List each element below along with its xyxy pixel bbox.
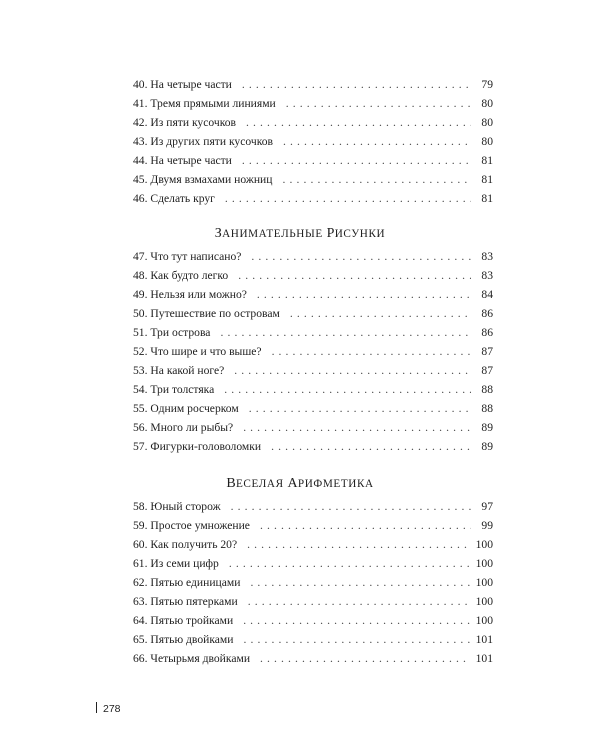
leader-dots [250,573,469,592]
toc-entry[interactable]: 50. Путешествие по островам . . . 86 [133,304,493,323]
page-ref: 101 [475,633,493,646]
toc-section-1 [133,75,493,208]
page-ref: 89 [481,421,493,434]
toc-section-3 [133,497,493,668]
leader-dots [238,266,471,285]
toc-entry[interactable]: 52. Что шире и что выше? . . . 87 [133,342,493,361]
leader-dots [257,285,471,304]
toc-entry[interactable]: 49. Нельзя или можно? . . . 84 [133,285,493,304]
toc-entry[interactable]: 40. На четыре части . . . 79 [133,75,493,94]
page-ref: 86 [481,326,493,339]
leader-dots [271,437,471,456]
page-ref: 80 [481,116,493,129]
page-ref: 80 [481,135,493,148]
leader-dots [234,361,471,380]
leader-dots [247,535,469,554]
page-ref: 88 [481,402,493,415]
leader-dots [286,94,471,113]
toc-entry[interactable]: 51. Три острова . . . 86 [133,323,493,342]
toc-entry[interactable]: 46. Сделать круг . . . 81 [133,189,493,208]
leader-dots [224,380,471,399]
page-ref: 100 [475,595,493,608]
page-ref: 79 [481,78,493,91]
toc-entry[interactable]: 58. Юный сторож . . . 97 [133,497,493,516]
toc-entry[interactable]: 60. Как получить 20? . . . 100 [133,535,493,554]
page-ref: 86 [481,307,493,320]
section-heading-fun-drawings: ЗАНИМАТЕЛЬНЫЕ РИСУНКИ [214,226,386,241]
section-heading-fun-arithmetic: ВЕСЕЛАЯ АРИФМЕТИКА [226,476,374,491]
leader-dots [242,151,471,170]
page-ref: 99 [481,519,493,532]
leader-dots [243,418,471,437]
leader-dots [290,304,471,323]
leader-dots [249,399,471,418]
leader-dots [283,132,471,151]
toc-entry[interactable]: 62. Пятью единицами . . . 100 [133,573,493,592]
toc-entry[interactable]: 64. Пятью тройками . . . 100 [133,611,493,630]
toc-entry[interactable]: 43. Из других пяти кусочков . . . 80 [133,132,493,151]
leader-dots [225,189,471,208]
leader-dots [282,170,471,189]
toc-entry[interactable]: 56. Много ли рыбы? . . . 89 [133,418,493,437]
leader-dots [246,113,471,132]
page-ref: 89 [481,440,493,453]
toc-entry[interactable]: 54. Три толстяка . . . 88 [133,380,493,399]
page-ref: 84 [481,288,493,301]
leader-dots [272,342,471,361]
leader-dots [220,323,471,342]
toc-entry[interactable]: 47. Что тут написано? . . . 83 [133,247,493,266]
page-ref: 97 [481,500,493,513]
toc-entry[interactable]: 66. Четырьмя двойками . . . 101 [133,649,493,668]
page-ref: 101 [475,652,493,665]
leader-dots [260,649,470,668]
leader-dots [260,516,471,535]
page-ref: 81 [481,173,493,186]
toc-entry[interactable]: 42. Из пяти кусочков . . . 80 [133,113,493,132]
leader-dots [242,75,471,94]
toc-entry[interactable]: 53. На какой ноге? . . . 87 [133,361,493,380]
page-ref: 80 [481,97,493,110]
toc-entry[interactable]: 65. Пятью двойками . . . 101 [133,630,493,649]
toc-entry[interactable]: 61. Из семи цифр . . . 100 [133,554,493,573]
page-ref: 87 [481,364,493,377]
leader-dots [243,630,469,649]
page-ref: 100 [475,614,493,627]
toc-entry[interactable]: 59. Простое умножение . . . 99 [133,516,493,535]
page-ref: 88 [481,383,493,396]
page-ref: 100 [475,576,493,589]
leader-dots [229,554,470,573]
leader-dots [243,611,469,630]
toc-section-2 [133,247,493,456]
leader-dots [231,497,471,516]
toc-entry[interactable]: 57. Фигурки-головоломки . . . 89 [133,437,493,456]
footer-rule [96,702,97,713]
page-ref: 81 [481,192,493,205]
toc-entry[interactable]: 48. Как будто легко . . . 83 [133,266,493,285]
page-ref: 83 [481,250,493,263]
page-ref: 100 [475,557,493,570]
page-ref: 87 [481,345,493,358]
page-ref: 83 [481,269,493,282]
leader-dots [251,247,471,266]
toc-entry[interactable]: 41. Тремя прямыми линиями . . . 80 [133,94,493,113]
toc-entry[interactable]: 55. Одним росчерком . . . 88 [133,399,493,418]
toc-entry[interactable]: 45. Двумя взмахами ножниц . . . 81 [133,170,493,189]
page-ref: 100 [475,538,493,551]
page-ref: 81 [481,154,493,167]
toc-entry[interactable]: 44. На четыре части . . . 81 [133,151,493,170]
leader-dots [248,592,470,611]
page-number: 278 [103,703,121,715]
toc-entry[interactable]: 63. Пятью пятерками . . . 100 [133,592,493,611]
page-number-footer [96,702,121,715]
